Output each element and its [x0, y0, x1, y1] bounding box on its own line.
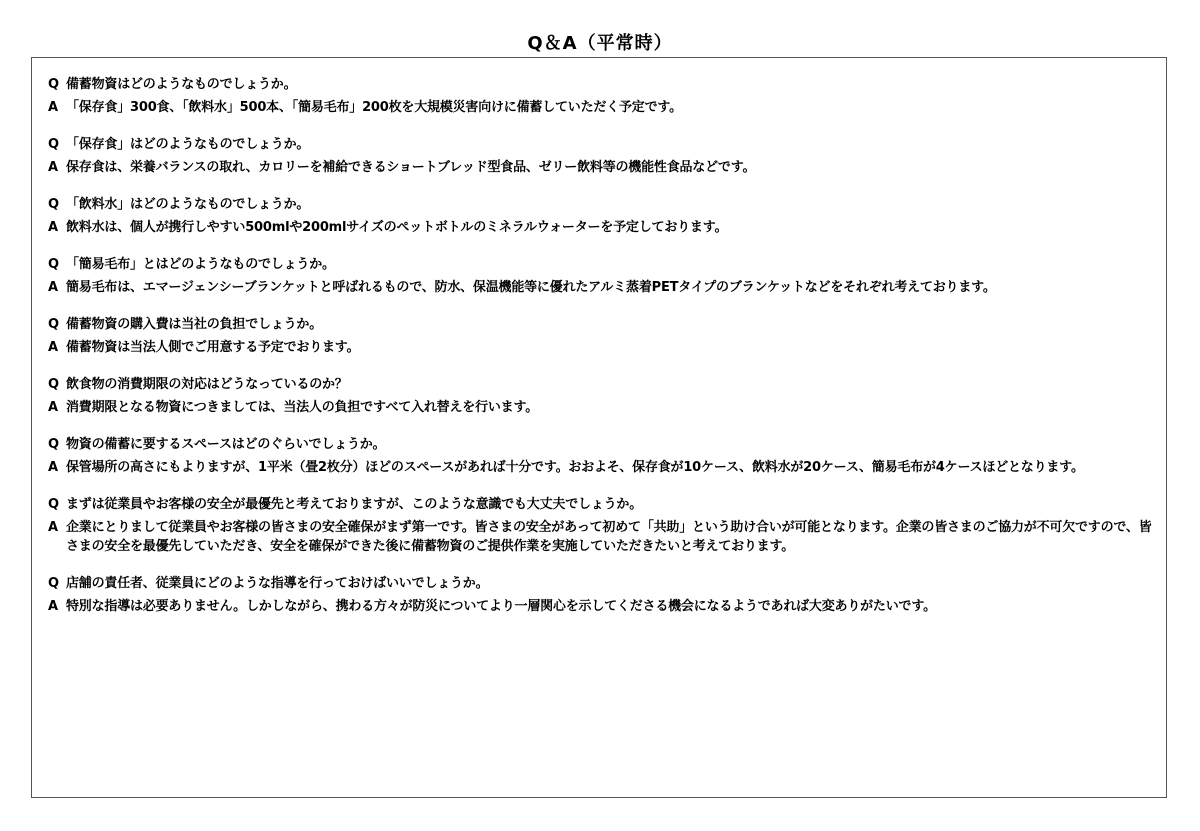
answer-row	[48, 338, 1154, 357]
question-marker: Q	[48, 497, 59, 512]
question-marker: Q	[48, 377, 59, 392]
question-text: 「保存食」はどのようなものでしょうか。	[66, 137, 310, 152]
answer-text: 簡易毛布は、エマージェンシーブランケットと呼ばれるもので、防水、保温機能等に優れたアルミ蒸着PETタイプのブランケットなどをそれぞれ考えております。	[66, 280, 996, 295]
answer-text: 保存食は、栄養バランスの取れ、カロリーを補給できるショートブレッド型食品、ゼリー飲料等の機能性食品などです。	[66, 160, 756, 175]
answer-text: 保管場所の高さにもよりますが、1平米（畳2枚分）ほどのスペースがあれば十分です。おおよそ、保存食が10ケース、飲料水が20ケース、簡易毛布が4ケースほどとなります。	[66, 460, 1084, 475]
question-row	[48, 315, 1154, 334]
question-marker: Q	[48, 257, 59, 272]
question-row	[48, 195, 1154, 214]
qa-item	[48, 574, 1154, 616]
answer-marker: A	[48, 520, 58, 535]
question-text: まずは従業員やお客様の安全が最優先と考えておりますが、このような意識でも大丈夫でしょうか。	[66, 497, 643, 512]
question-row	[48, 255, 1154, 274]
qa-item	[48, 255, 1154, 297]
qa-item	[48, 495, 1154, 556]
answer-marker: A	[48, 340, 58, 355]
question-row	[48, 375, 1154, 394]
answer-marker: A	[48, 100, 58, 115]
answer-row	[48, 518, 1154, 556]
answer-row	[48, 98, 1154, 117]
answer-marker: A	[48, 220, 58, 235]
question-text: 「飲料水」はどのようなものでしょうか。	[66, 197, 310, 212]
question-text: 備蓄物資の購入費は当社の負担でしょうか。	[66, 317, 323, 332]
qa-list	[48, 75, 1154, 634]
question-marker: Q	[48, 437, 59, 452]
qa-panel	[31, 57, 1167, 798]
question-row	[48, 75, 1154, 94]
question-marker: Q	[48, 137, 59, 152]
answer-row	[48, 278, 1154, 297]
answer-text: 特別な指導は必要ありません。しかしながら、携わる方々が防災についてより一層関心を示してくださる機会になるようであれば大変ありがたいです。	[66, 599, 936, 614]
qa-item	[48, 75, 1154, 117]
qa-item	[48, 375, 1154, 417]
page-title: Q＆A（平常時）	[527, 33, 673, 54]
answer-text: 企業にとりまして従業員やお客様の皆さまの安全確保がまず第一です。皆さまの安全があって初めて「共助」という助け合いが可能となります。企業の皆さまのご協力が不可欠ですので、皆さまの安全を最優先していただき、安全を確保ができた後に備蓄物資のご提供作業を実施していただきたいと考えております。	[66, 520, 1152, 554]
question-text: 飲食物の消費期限の対応はどうなっているのか？	[66, 377, 348, 392]
question-text: 店舗の責任者、従業員にどのような指導を行っておけばいいでしょうか。	[66, 576, 489, 591]
question-row	[48, 574, 1154, 593]
answer-marker: A	[48, 280, 58, 295]
qa-item	[48, 315, 1154, 357]
answer-row	[48, 597, 1154, 616]
answer-marker: A	[48, 599, 58, 614]
question-row	[48, 135, 1154, 154]
qa-item	[48, 135, 1154, 177]
question-marker: Q	[48, 317, 59, 332]
question-row	[48, 435, 1154, 454]
question-row	[48, 495, 1154, 514]
answer-text: 消費期限となる物資につきましては、当法人の負担ですべて入れ替えを行います。	[66, 400, 539, 415]
answer-row	[48, 458, 1154, 477]
qa-item	[48, 435, 1154, 477]
answer-row	[48, 158, 1154, 177]
answer-marker: A	[48, 460, 58, 475]
question-marker: Q	[48, 197, 59, 212]
answer-row	[48, 398, 1154, 417]
question-marker: Q	[48, 576, 59, 591]
answer-text: 備蓄物資は当法人側でご用意する予定でおります。	[66, 340, 360, 355]
question-text: 物資の備蓄に要するスペースはどのぐらいでしょうか。	[66, 437, 386, 452]
question-marker: Q	[48, 77, 59, 92]
answer-marker: A	[48, 160, 58, 175]
answer-text: 「保存食」300食、「飲料水」500本、「簡易毛布」200枚を大規模災害向けに備蓄していただく予定です。	[66, 100, 682, 115]
answer-text: 飲料水は、個人が携行しやすい500mlや200mlサイズのペットボトルのミネラルウォーターを予定しております。	[66, 220, 728, 235]
qa-item	[48, 195, 1154, 237]
question-text: 「簡易毛布」とはどのようなものでしょうか。	[66, 257, 335, 272]
question-text: 備蓄物資はどのようなものでしょうか。	[66, 77, 297, 92]
answer-row	[48, 218, 1154, 237]
answer-marker: A	[48, 400, 58, 415]
